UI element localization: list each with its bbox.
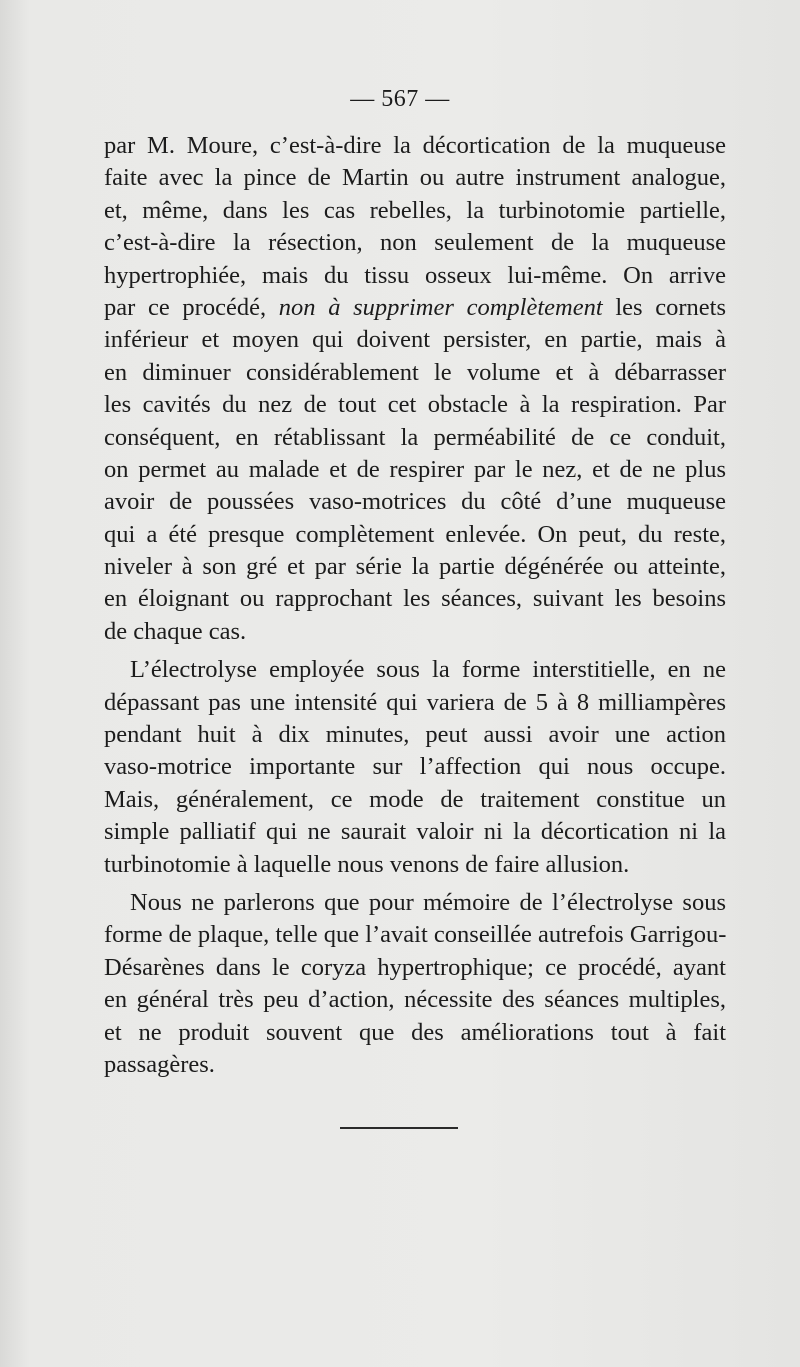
text-line: en diminuer considérablement le volume et à débarrasser [104, 358, 726, 386]
page-number: — 567 — [350, 86, 450, 112]
text-line: simple palliatif qui ne saurait valoir ni la décortication ni la [104, 818, 726, 846]
text-line: par ce procédé, non à supprimer complètement les cornets [104, 293, 726, 321]
body-text [104, 130, 726, 1081]
text-line: on permet au malade et de respirer par le nez, et de ne plus [104, 455, 726, 483]
text-line: pendant huit à dix minutes, peut aussi avoir une action [104, 721, 726, 749]
text-line: hypertrophiée, mais du tissu osseux lui-même. On arrive [104, 261, 726, 289]
emphasis-text: non à supprimer complètement [278, 293, 603, 321]
text-line: dépassant pas une intensité qui variera de 5 à 8 milliampères [104, 688, 726, 716]
text-line: passagères. [104, 1050, 215, 1078]
text-line: et ne produit souvent que des améliorations tout à fait [104, 1018, 726, 1046]
text-line: et, même, dans les cas rebelles, la turbinotomie partielle, [104, 196, 726, 224]
text-line: en éloignant ou rapprochant les séances, suivant les besoins [104, 585, 726, 613]
text-line: L’électrolyse employée sous la forme interstitielle, en ne [130, 656, 726, 684]
text-line: par M. Moure, c’est-à-dire la décortication de la muqueuse [104, 132, 726, 159]
paragraph-1 [104, 130, 726, 648]
text-line: les cavités du nez de tout cet obstacle à la respiration. Par [104, 391, 726, 419]
paragraph-2 [104, 654, 726, 881]
text-line: c’est-à-dire la résection, non seulement de la muqueuse [104, 229, 726, 257]
text-line: avoir de poussées vaso-motrices du côté d’une muqueuse [104, 488, 726, 516]
text-line: forme de plaque, telle que l’avait conseillée autrefois Garrigou- [104, 921, 727, 949]
text-line: inférieur et moyen qui doivent persister, en partie, mais à [104, 326, 726, 354]
text-line: conséquent, en rétablissant la perméabilité de ce conduit, [104, 423, 726, 451]
section-divider [340, 1127, 458, 1129]
text-line: vaso-motrice importante sur l’affection qui nous occupe. [104, 753, 726, 781]
text-line: en général très peu d’action, nécessite des séances multiples, [104, 986, 726, 1014]
text-line: Mais, généralement, ce mode de traitement constitue un [104, 785, 726, 813]
text-line: Désarènes dans le coryza hypertrophique; ce procédé, ayant [104, 953, 726, 981]
text-line: turbinotomie à laquelle nous venons de faire allusion. [104, 850, 630, 878]
paragraph-3 [104, 887, 726, 1081]
text-line: de chaque cas. [104, 617, 247, 645]
text-line: qui a été presque complètement enlevée. On peut, du reste, [104, 520, 726, 548]
text-line: Nous ne parlerons que pour mémoire de l’électrolyse sous [130, 888, 726, 916]
text-line: faite avec la pince de Martin ou autre instrument analogue, [104, 164, 726, 192]
text-line: niveler à son gré et par série la partie dégénérée ou atteinte, [104, 553, 726, 581]
